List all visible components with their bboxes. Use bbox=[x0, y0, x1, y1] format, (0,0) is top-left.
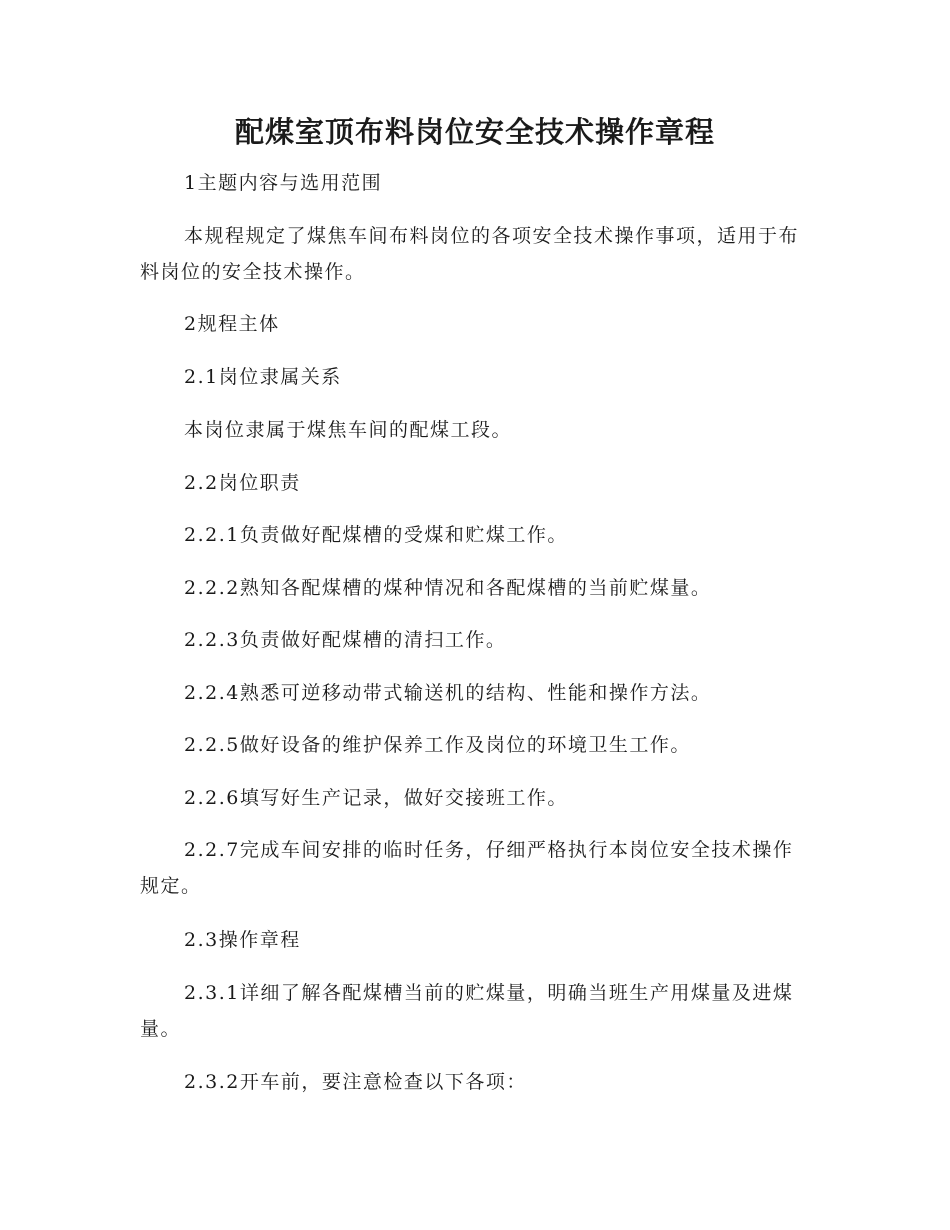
procedure-item-2-3-1: 2.3.1详细了解各配煤槽当前的贮煤量，明确当班生产用煤量及进煤量。 bbox=[140, 982, 794, 1040]
duty-item-2-2-1: 2.2.1负责做好配煤槽的受煤和贮煤工作。 bbox=[184, 524, 568, 546]
duty-item-2-2-4: 2.2.4熟悉可逆移动带式输送机的结构、性能和操作方法。 bbox=[184, 682, 712, 704]
section-heading-2: 2规程主体 bbox=[184, 313, 280, 335]
duty-item-2-2-6: 2.2.6填写好生产记录，做好交接班工作。 bbox=[184, 787, 568, 809]
paragraph-affiliation: 本岗位隶属于煤焦车间的配煤工段。 bbox=[184, 419, 513, 441]
section-heading-2-2: 2.2岗位职责 bbox=[184, 472, 301, 494]
procedure-item-2-3-2: 2.3.2开车前，要注意检查以下各项： bbox=[184, 1071, 527, 1093]
section-heading-2-3: 2.3操作章程 bbox=[184, 929, 301, 951]
duty-item-2-2-7: 2.2.7完成车间安排的临时任务，仔细严格执行本岗位安全技术操作规定。 bbox=[140, 839, 794, 897]
duty-item-2-2-3: 2.2.3负责做好配煤槽的清扫工作。 bbox=[184, 629, 507, 651]
duty-item-2-2-5: 2.2.5做好设备的维护保养工作及岗位的环境卫生工作。 bbox=[184, 734, 691, 756]
section-heading-1: 1主题内容与选用范围 bbox=[184, 172, 383, 194]
document-title: 配煤室顶布料岗位安全技术操作章程 bbox=[234, 115, 715, 149]
duty-item-2-2-2: 2.2.2熟知各配煤槽的煤种情况和各配煤槽的当前贮煤量。 bbox=[184, 577, 712, 599]
section-heading-2-1: 2.1岗位隶属关系 bbox=[184, 366, 342, 388]
paragraph-scope: 本规程规定了煤焦车间布料岗位的各项安全技术操作事项，适用于布料岗位的安全技术操作。 bbox=[140, 225, 800, 283]
